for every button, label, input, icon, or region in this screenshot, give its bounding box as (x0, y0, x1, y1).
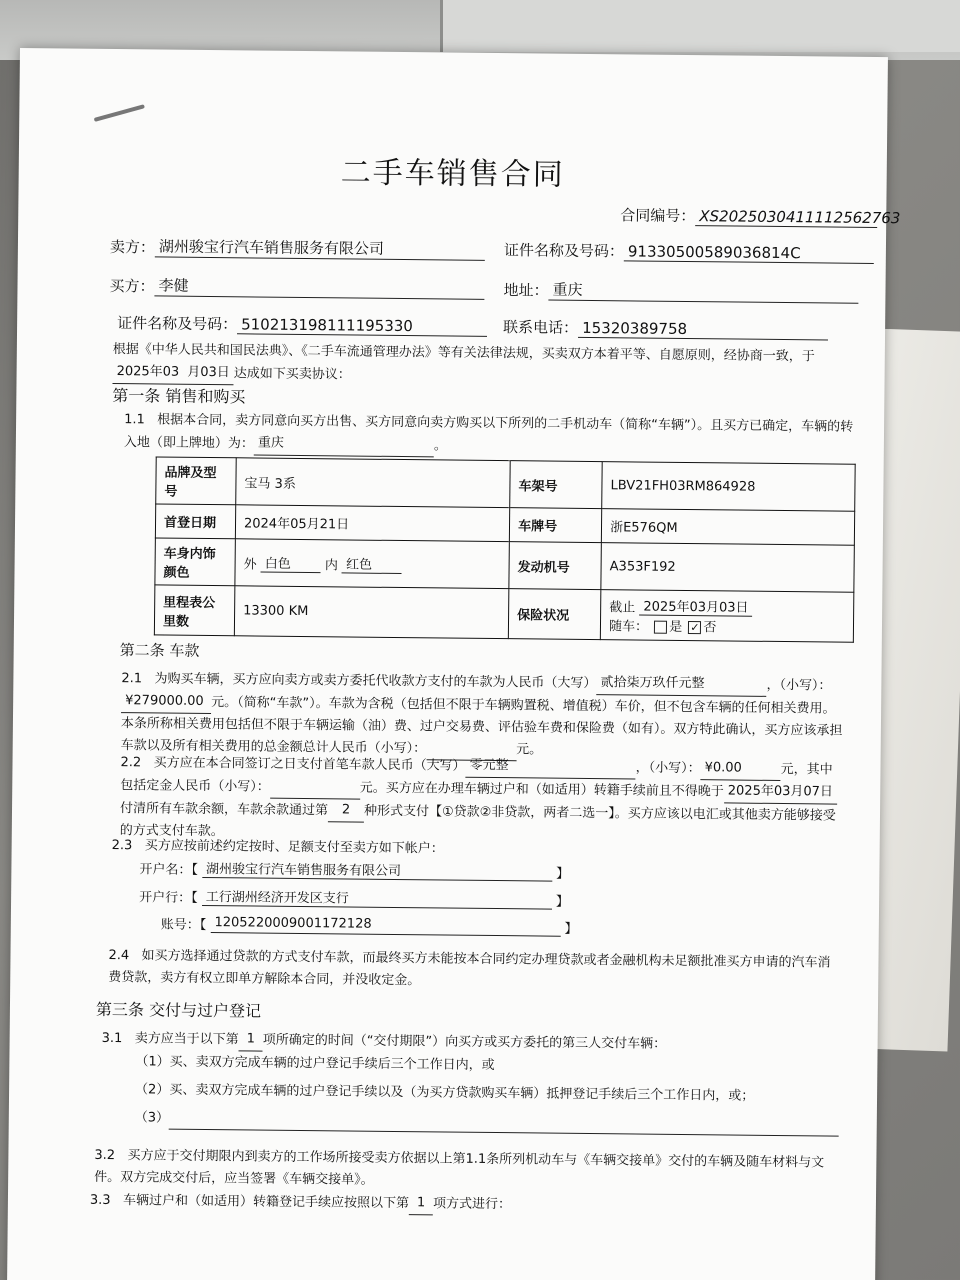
address: 重庆 (548, 279, 858, 304)
color-label: 车身内饰颜色 (155, 538, 235, 586)
vin-value: LBV21FH03RM864928 (602, 462, 855, 512)
plate-value: 浙E576QM (601, 509, 854, 546)
seller-name: 湖州骏宝行汽车销售服务有限公司 (155, 235, 485, 260)
clause-2-2-text-b: ，（小写）： (635, 760, 701, 777)
reg-date-value: 2024年05月21日 (235, 505, 509, 542)
clause-2-2-text-c: 元，其中包括定金人民币（小写）： (120, 762, 833, 795)
address-label: 地址： (503, 281, 549, 300)
bank-name: 工行湖州经济开发区支行 (202, 886, 552, 910)
contract-page (7, 48, 901, 1280)
clause-2-2-text-f: 种形式支付【①贷款②非贷款，两者二选一】。买方应该以电汇或其他卖方能够接受的方式支付车款。 (119, 803, 836, 840)
buyer-id-label: 证件名称及号码： (117, 314, 238, 334)
contract-number-label: 合同编号： (620, 206, 696, 226)
clause-2-1-text-b: ，（小写）： (766, 677, 832, 694)
clause-2-4-text: 如买方选择通过贷款的方式支付车款，而最终买方未能按本合同约定办理贷款或者金融机构未足额批准买方申请的汽车消费贷款，卖方有权立即单方解除本合同，并没收定金。 (108, 948, 831, 989)
clause-2-2-method: 2 (328, 799, 364, 822)
background-shelf-panel (440, 0, 960, 52)
clause-3-1-item-2: （2）买、卖双方完成车辆的过户登记手续以及（为买方贷款购买车辆）抵押登记手续后三个工作日内，或； (135, 1082, 755, 1104)
preamble-text-b: 达成如下买卖协议： (233, 366, 351, 383)
clause-2-1 (121, 667, 846, 765)
engine-value: A353F192 (601, 543, 854, 593)
contract-number: XS2025030411112562763 (695, 207, 877, 228)
buyer-id: 510213198111195330 (237, 315, 487, 337)
account-number: 1205220009001172128 (210, 915, 560, 937)
account-number-label: 账号： (160, 917, 200, 933)
account-holder-label: 开户名： (139, 862, 192, 878)
clause-3-3-option: 1 (409, 1192, 433, 1215)
plate-label: 车牌号 (509, 508, 601, 543)
clause-3-1-text-a: 卖方应当于以下第 (134, 1031, 239, 1048)
int-color: 红色 (342, 553, 402, 574)
seller-id-label: 证件名称及号码： (503, 241, 625, 261)
clause-2-4-number: 2.4 (108, 947, 130, 964)
buyer-label: 买方： (109, 276, 155, 296)
clause-2-2-date: 2025年03月07日 (724, 780, 837, 804)
clause-3-1-item-3 (135, 1107, 839, 1136)
preamble-text-a: 根据《中华人民共和国民法典》、《二手车流通管理办法》等有关法律法规，买卖双方本着平等、自愿原则，经协商一致，于 (112, 341, 815, 365)
clause-1-1-text: 根据本合同，卖方同意向买方出售、买方同意向卖方购买以下所列的二手机动车（简称“车辆”）。且买方已确定，车辆的转入地（即上牌地）为： (123, 412, 854, 452)
reg-date-label: 首登日期 (155, 504, 235, 539)
bank-label: 开户行： (139, 890, 192, 906)
insurance-date: 2025年03月03日 (639, 596, 752, 617)
preamble-date-a: 2025年03 (112, 361, 183, 385)
insurance-yes-label: 是 (669, 619, 683, 635)
brand-value: 宝马 3系 (236, 458, 511, 508)
insurance-prefix: 截止 (609, 600, 636, 616)
clause-2-2-text-a: 买方应在本合同签订之日支付首笔车款人民币（大写） (153, 755, 466, 774)
clause-3-1-item-3-label: （3） (134, 1110, 170, 1126)
clause-3-2 (94, 1145, 834, 1197)
seller-id-row (504, 239, 874, 264)
address-row (503, 278, 858, 304)
buyer-id-row (117, 312, 487, 337)
contract-title: 二手车销售合同 (340, 155, 565, 193)
clause-3-3-text-a: 车辆过户和（如适用）转籍登记手续应按照以下第 (122, 1193, 410, 1212)
clause-3-1-number: 3.1 (101, 1030, 123, 1047)
seller-row (110, 235, 485, 261)
contract-number-row (620, 204, 901, 228)
clause-2-2-amount: ¥0.00 (700, 757, 780, 781)
brand-label: 品牌及型号 (156, 457, 236, 505)
clause-2-1-text-d: 元。 (516, 742, 543, 758)
clause-2-1-text-c: 元。（简称“车款”）。车款为含税（包括但不限于车辆购置税、增值税）车价，但不包含车辆的任何相关费用。本条所称相关费用包括但不限于车辆运输（油）费、过户交易费、评估验车费和保险费（如有）。双方特此确认，买方应该承担车款以及所有相关费用的总金额总计人民币（小写）： (120, 695, 843, 757)
seller-id: 91330500589036814C (624, 242, 874, 264)
bank-row: 开户行：【 工行湖州经济开发区支行 】 (139, 885, 569, 909)
buyer-row (109, 274, 484, 300)
clause-3-1-text-b: 项所确定的时间（“交付期限”）向买方或买方委托的第三人交付车辆： (262, 1032, 667, 1052)
clause-2-1-text-a: 为购买车辆，买方应向卖方或卖方委托代收款方支付的车款为人民币（大写） (154, 671, 597, 692)
clause-3-3-text-b: 项方式进行： (432, 1196, 512, 1213)
clause-1-1-number: 1.1 (124, 412, 145, 428)
ext-prefix: 外 (243, 557, 257, 573)
clause-2-3-number: 2.3 (111, 838, 133, 854)
engine-label: 发动机号 (509, 542, 601, 590)
vehicle-table (154, 456, 856, 642)
article-3-heading: 第三条 交付与过户登记 (95, 999, 262, 1021)
insurance-follow-label: 随车： (608, 619, 649, 635)
clause-2-1-number: 2.1 (121, 671, 143, 687)
clause-2-2-deposit-blank (270, 781, 360, 800)
account-number-row: 账号：【 1205220009001172128 】 (160, 915, 578, 937)
clause-1-1: 1.1 根据本合同，卖方同意向买方出售、买方同意向卖方购买以下所列的二手机动车（简称“车辆”）。且买方已确定，车辆的转入地（即上牌地）为： 重庆 。 (124, 409, 854, 462)
ext-color: 白色 (261, 553, 321, 574)
account-holder-row: 开户名：【 湖州骏宝行汽车销售服务有限公司 】 (139, 857, 569, 881)
int-prefix: 内 (324, 558, 338, 574)
clause-2-2-text-d: 元。买方应在办理车辆过户和（如适用）转籍手续前且不得晚于 (359, 780, 724, 800)
account-holder: 湖州骏宝行汽车销售服务有限公司 (202, 858, 552, 882)
insurance-no-checkbox[interactable] (688, 621, 701, 634)
buyer-name: 李健 (154, 274, 484, 299)
clause-1-1-city: 重庆 (254, 432, 434, 457)
article-2-heading: 第二条 车款 (119, 641, 200, 660)
article-1-heading: 第一条 销售和购买 (112, 385, 246, 407)
phone: 15320389758 (578, 319, 828, 341)
seller-label: 卖方： (109, 237, 156, 257)
preamble-date-b: 月03日 (183, 362, 234, 386)
color-value (235, 539, 510, 589)
insurance-value (600, 590, 853, 643)
mileage-value: 13300 KM (234, 586, 509, 639)
insurance-yes-checkbox[interactable] (654, 621, 667, 634)
clause-3-3-number: 3.3 (89, 1192, 111, 1209)
clause-2-2-text-e: 付清所有车款余额，车款余款通过第 (119, 801, 329, 819)
mileage-label: 里程表公里数 (154, 585, 235, 636)
clause-2-4 (108, 945, 834, 997)
clause-3-1-item-1: （1）买、卖双方完成车辆的过户登记手续后三个工作日内，或 (135, 1054, 495, 1074)
clause-3-2-text: 买方应于交付期限内到卖方的工作场所接受卖方依据以上第1.1条所列机动车与《车辆交接单》交付的车辆及随车材料与文件。双方完成交付后，应当签署《车辆交接单》。 (94, 1148, 825, 1188)
clause-3-1-item-3-blank (169, 1112, 839, 1137)
clause-2-1-upper: 贰拾柒万玖仟元整 (596, 672, 766, 697)
clause-3-1-option: 1 (239, 1028, 263, 1051)
clause-3-2-number: 3.2 (94, 1147, 116, 1164)
phone-label: 联系电话： (503, 318, 579, 337)
vin-label: 车架号 (510, 461, 602, 509)
clause-2-2 (120, 751, 845, 850)
clause-2-3-text: 买方应按前述约定按时、足额支付至卖方如下帐户： (144, 838, 444, 857)
clause-2-2-number: 2.2 (120, 755, 142, 771)
insurance-label: 保险状况 (508, 589, 601, 640)
clause-2-2-upper: 零元整 (465, 755, 635, 780)
phone-row (503, 316, 828, 340)
staple (94, 104, 145, 122)
clause-2-1-amount: ¥279000.00 (121, 690, 211, 714)
insurance-no-label: 否 (703, 620, 717, 636)
